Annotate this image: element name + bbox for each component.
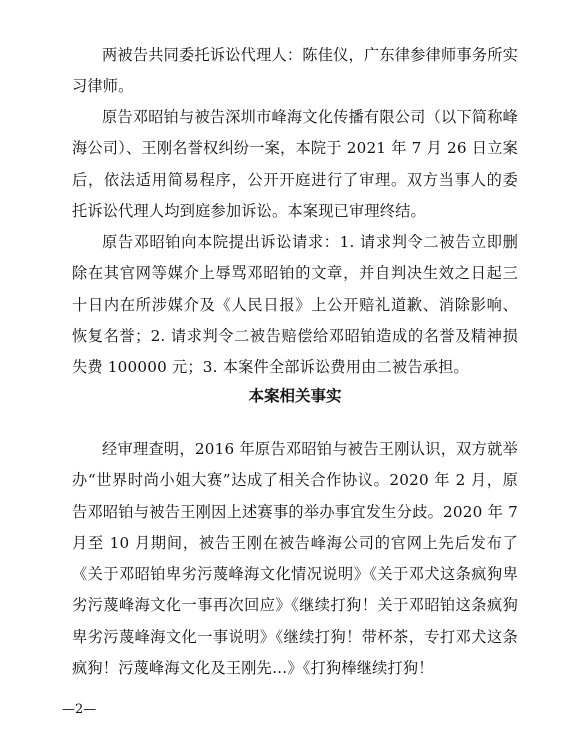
- section-heading: 本案相关事实: [248, 387, 342, 405]
- page-number: —2—: [62, 702, 97, 717]
- paragraph-case-filing: 原告邓昭铂与被告深圳市峰海文化传播有限公司（以下简称峰海公司）、王刚名誉权纠纷一案，本院于 2021 年 7 月 26 日立案后，依法适用简易程序，公开开庭进行了审理。双方当事人的委托诉讼代理人均到庭参加诉讼。本案现已审理终结。: [72, 108, 518, 220]
- paragraph-facts: 经审理查明，2016 年原告邓昭铂与被告王刚认识，双方就举办“世界时尚小姐大赛”达成了相关合作协议。2020 年 2 月，原告邓昭铂与被告王刚因上述赛事的举办事宜发生分歧。2020 年 7 月至 10 月期间，被告王刚在被告峰海公司的官网上先后发布了《关于邓昭铂卑劣污蔑峰海文化情况说明》《关于邓犬这条疯狗卑劣污蔑峰海文化一事再次回应》《继续打狗！关于邓昭铂这条疯狗卑劣污蔑峰海文化一事说明》《继续打狗！带杯茶，专打邓犬这条疯狗！污蔑峰海文化及王刚先…》《打狗棒继续打狗！: [72, 440, 518, 678]
- paragraph-claims: 原告邓昭铂向本院提出诉讼请求：1. 请求判令二被告立即删除在其官网等媒介上辱骂邓昭铂的文章，并自判决生效之日起三十日内在所涉媒介及《人民日报》上公开赔礼道歉、消除影响、恢复名誉；2. 请求判令二被告赔偿给邓昭铂造成的名誉及精神损失费 100000 元；3. 本案件全部诉讼费用由二被告承担。: [72, 233, 518, 377]
- paragraph-agent: 两被告共同委托诉讼代理人：陈佳仪，广东律参律师事务所实习律师。: [72, 46, 518, 96]
